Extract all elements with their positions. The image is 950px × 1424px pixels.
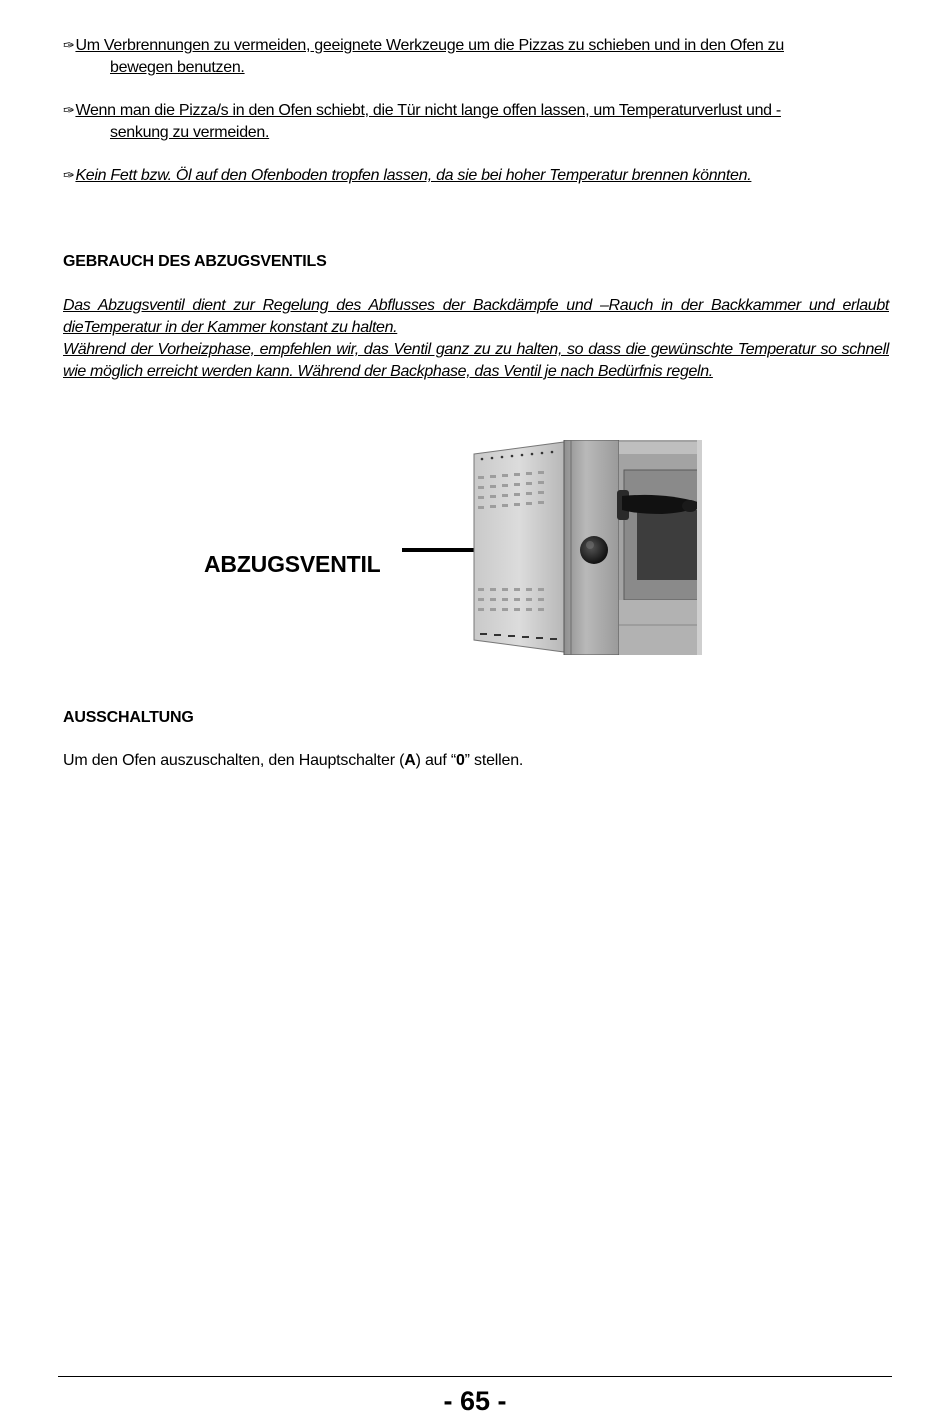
instruction-text: ” stellen. xyxy=(464,752,524,769)
instruction-text: ) auf “ xyxy=(415,752,456,769)
safety-note-line: bewegen benutzen. xyxy=(110,59,245,76)
oven-vent-photo xyxy=(472,440,702,655)
section-heading-vent: GEBRAUCH DES ABZUGSVENTILS xyxy=(63,253,327,270)
pointing-hand-icon: ✑ xyxy=(63,102,75,118)
section-heading-switch-off: AUSSCHALTUNG xyxy=(63,709,194,726)
instruction-text: Um den Ofen auszuschalten, den Hauptschalter ( xyxy=(63,752,405,769)
safety-note-tools xyxy=(63,34,889,79)
page-number: - 65 - xyxy=(443,1386,507,1416)
figure-label: ABZUGSVENTIL xyxy=(204,551,381,577)
safety-note-line: Kein Fett bzw. Öl auf den Ofenboden tropfen lassen, da sie bei hoher Temperatur brennen könnten. xyxy=(75,167,752,184)
safety-note-door xyxy=(63,99,889,144)
vent-paragraph-usage: Während der Vorheizphase, empfehlen wir, das Ventil ganz zu zu halten, so dass die gewünschte Temperatur so schnell wie möglich erreicht werden kann. Während der Backphase, das Ventil je nach Bedürfnis regeln. xyxy=(63,341,889,380)
switch-position: 0 xyxy=(455,752,465,769)
safety-note-line: senkung zu vermeiden. xyxy=(110,124,270,141)
pointing-hand-icon: ✑ xyxy=(63,37,75,53)
switch-off-instruction xyxy=(63,752,523,770)
safety-note-line: Wenn man die Pizza/s in den Ofen schiebt, die Tür nicht lange offen lassen, um Temperaturverlust und - xyxy=(75,102,781,119)
switch-letter: A xyxy=(404,752,416,769)
footer-divider xyxy=(58,1376,892,1377)
vent-paragraph-purpose: Das Abzugsventil dient zur Regelung des Abflusses der Backdämpfe und –Rauch in der Backkammer und erlaubt dieTemperatur in der Kammer konstant zu halten. xyxy=(63,297,889,336)
vent-description xyxy=(63,295,889,383)
safety-note-grease xyxy=(63,164,889,187)
pointing-hand-icon: ✑ xyxy=(63,167,75,183)
safety-note-line: Um Verbrennungen zu vermeiden, geeignete Werkzeuge um die Pizzas zu schieben und in den Ofen zu xyxy=(75,37,784,54)
